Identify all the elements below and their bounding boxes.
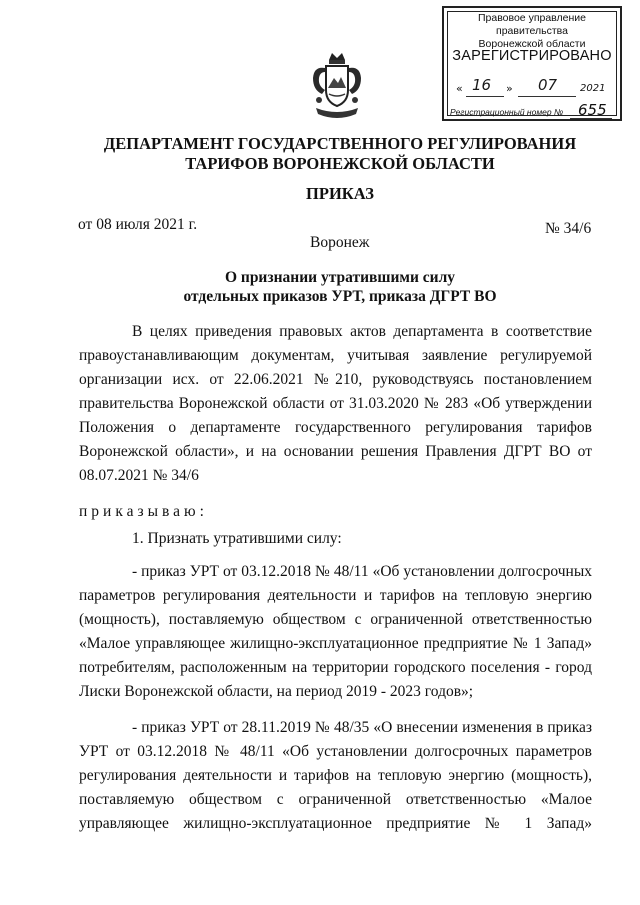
stamp-organization — [444, 12, 620, 51]
bullet-1-line: (мощность), поставляемую обществом с ограниченной ответственностью — [79, 611, 592, 628]
stamp-quote-close: » — [506, 82, 513, 95]
preamble-line: В целях приведения правовых актов департамента в соответствие — [132, 323, 592, 340]
stamp-reg-label: Регистрационный номер № — [450, 107, 564, 117]
coat-of-arms-emblem — [310, 50, 364, 122]
bullet-2-line: управляющее жилищно-эксплуатационное предприятие № 1 Запад» — [79, 815, 592, 832]
bullet-2-line: регулирования деятельности и тарифов на тепловую энергию (мощность), — [79, 767, 592, 784]
bullet-2-line: УРТ от 03.12.2018 № 48/11 «Об установлении долгосрочных параметров — [79, 743, 592, 760]
document-type: ПРИКАЗ — [306, 184, 374, 203]
stamp-org-line1: Правовое управление правительства — [477, 12, 586, 37]
order-city: Воронеж — [310, 234, 370, 251]
stamp-day-underline — [466, 96, 504, 97]
bullet-1-line: потребителям, расположенным на территории городского поселения - город — [79, 659, 592, 676]
preamble-line: Воронежской области», и на основании решения Правления ДГРТ ВО от — [79, 443, 592, 460]
preamble-paragraph — [79, 320, 592, 488]
stamp-date — [456, 78, 606, 100]
department-name — [80, 134, 600, 174]
stamp-month-underline — [518, 96, 576, 97]
item-1: 1. Признать утратившими силу: — [132, 530, 342, 547]
preamble-line: правоустанавливающим документам, учитывая заявление регулируемой — [79, 347, 592, 364]
stamp-org-line2: Воронежской области — [478, 38, 586, 50]
bullet-2-line: - приказ УРТ от 28.11.2019 № 48/35 «О внесении изменения в приказ — [132, 719, 592, 736]
preamble-line: организации исх. от 22.06.2021 №210, руководствуясь постановлением — [79, 371, 592, 388]
preamble-line: 08.07.2021 № 34/6 — [79, 467, 199, 484]
order-number: № 34/6 — [545, 220, 592, 237]
bullet-1-line: - приказ УРТ от 03.12.2018 № 48/11 «Об установлении долгосрочных — [132, 563, 592, 580]
bullet-1-line: Лиски Воронежской области, на период 2019 - 2023 годов»; — [79, 683, 474, 700]
order-subject — [80, 268, 600, 306]
order-date: от 08 июля 2021 г. — [78, 216, 198, 233]
stamp-quote-open: « — [456, 82, 463, 95]
department-name-line2: ТАРИФОВ ВОРОНЕЖСКОЙ ОБЛАСТИ — [185, 154, 495, 173]
order-word: приказываю: — [79, 503, 208, 520]
stamp-day: 16 — [472, 76, 492, 94]
registration-stamp — [442, 6, 622, 121]
bullet-2-paragraph — [79, 716, 592, 836]
stamp-year: 2021 — [580, 83, 606, 94]
bullet-1-line: параметров регулирования деятельности и тарифов на тепловую энергию — [79, 587, 592, 604]
stamp-registered-title: ЗАРЕГИСТРИРОВАНО — [452, 48, 612, 64]
bullet-1-line: «Малое управляющее жилищно-эксплуатационное предприятие № 1 Запад» — [79, 635, 592, 652]
department-name-line1: ДЕПАРТАМЕНТ ГОСУДАРСТВЕННОГО РЕГУЛИРОВАНИЯ — [103, 134, 577, 153]
stamp-registration-number — [450, 101, 616, 120]
bullet-1-paragraph — [79, 560, 592, 704]
order-subject-line2: отдельных приказов УРТ, приказа ДГРТ ВО — [183, 288, 497, 305]
preamble-line: Положения о департаменте государственного регулирования тарифов — [79, 419, 592, 436]
order-subject-line1: О признании утратившими силу — [224, 269, 456, 286]
stamp-month: 07 — [538, 76, 558, 94]
bullet-2-line: поставляемую обществом с ограниченной ответственностью «Малое — [79, 791, 592, 808]
stamp-reg-number: 655 — [578, 101, 607, 119]
preamble-line: правительства Воронежской области от 31.03.2020 № 283 «Об утверждении — [79, 395, 592, 412]
